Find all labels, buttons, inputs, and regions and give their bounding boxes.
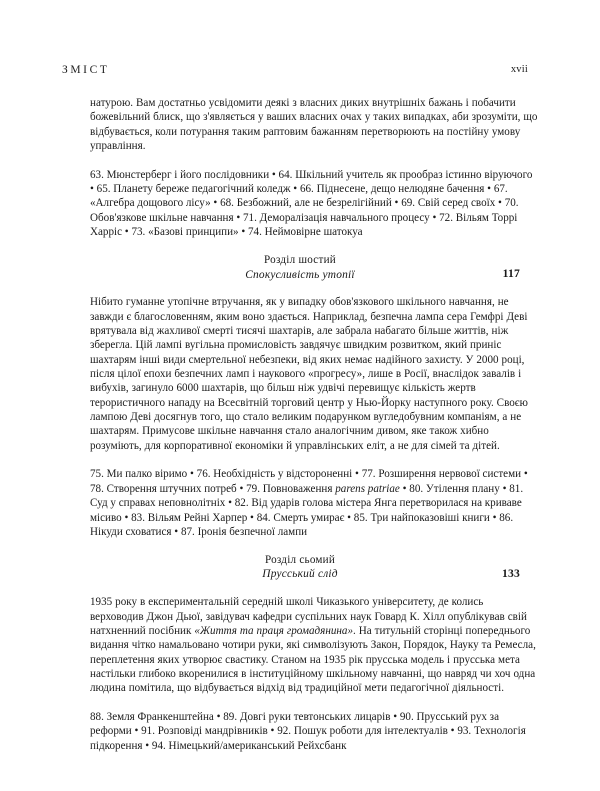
chapter-seven-folio: 133 <box>502 567 520 581</box>
chapter-entries-88-94: 88. Земля Франкенштейна • 89. Довгі руки тевтонських лицарів • 90. Прусський рух за реформи • 91. Розповіді мандрівників • 92. Пошук роботи для інтелектуалів • 93. Технологія підкорення • 94. Німецький/американський Рейхсбанк <box>90 710 526 752</box>
spacer-before-chapter-seven <box>90 539 538 553</box>
chapter-six-kicker: Розділ шостий <box>264 254 336 267</box>
paragraph-chapter-seven-part2: . На титульній сторінці попереднього видання чітко намальовано чотири руки, які символізують Закон, Порядок, Науку та Ремесла, переплетення яких утворює свастику. Станом на 1935 рік прусська модель і прусська мета настільки глибоко вкоренилися в інституційному шкільному навчанні, що навряд чи хоч одна людина помітила, що відбувається відхід від традиційної мети педагогічної діяльності. <box>90 624 536 695</box>
spacer-before-chapter-six <box>90 239 538 253</box>
paragraph-chapter-seven-book-title: «Життя та праця громадянина» <box>194 624 354 637</box>
chapter-entries-75-87 <box>90 467 538 539</box>
chapter-heading-six <box>90 253 538 295</box>
chapter-seven-center-group <box>90 553 538 582</box>
paragraph-chapter-seven-part1: 1935 року в експериментальній середній школі Чиказького університету, де колись верховодив Джон Дьюї, завідувач кафедри суспільних наук Говард К. Хілл опублікував свій натхненний посібник <box>90 596 527 637</box>
chapter-heading-seven <box>90 553 538 595</box>
running-head <box>62 62 528 78</box>
chapter-six-title: Спокусливість утопії <box>245 268 355 281</box>
chapter-seven-kicker: Розділ сьомий <box>264 554 336 567</box>
chapter-six-center-group <box>90 253 538 282</box>
paragraph-intro: натурою. Вам достатньо усвідомити деякі з власних диких внутрішніх бажань і побачити божевільний блиск, що з'являється у ваших власних очах у таких випадках, аби зрозуміти, що відбувається, коли потурання таким раптовим бажанням перетворюють на постійну умову управління. <box>90 97 538 153</box>
entries-75-87-text-part2: • 80. Утілення плану • 81. Суд у справах неповнолітніх • 82. Від ударів голова містера Янга перетворилася на криваве місиво • 83. Вільям Рейні Харпер • 84. Смерть умирає • 85. Три найпоказовіші книги • 86. Нікуди сховатися • 87. Іронія безпечної лампи <box>90 482 524 538</box>
chapter-entries-63-74: 63. Мюнстерберг і його послідовники • 64. Шкільний учитель як прообраз істинно віруючого • 65. Планету береже педагогічний коледж • 66. Піднесене, дещо нелюдяне бачення • 67. «Алгебра дощового лісу» • 68. Безбожний, але не безрелігійний • 69. Свій серед своїх • 70. Обов'язкове шкільне навчання • 71. Деморалізація навчального процесу • 72. Вільям Торрі Харріс • 73. «Базові принципи» • 74. Неймовірне шатокуа <box>90 168 533 239</box>
chapter-six-folio: 117 <box>502 267 520 281</box>
text-column <box>90 96 538 753</box>
chapter-seven-title: Прусський слід <box>262 568 338 581</box>
entries-75-87-latin-term: parens patriae <box>335 482 400 495</box>
paragraph-chapter-seven <box>90 595 538 695</box>
running-head-title: ЗМІСТ <box>62 64 110 76</box>
paragraph-chapter-six: Нібито гуманне утопічне втручання, як у випадку обов'язкового шкільного навчання, не завжди є благословенням, яким воно здається. Наприклад, безпечна лампа сера Гемфрі Деві врятувала від жахливої смерті тисячі шахтарів, але забрала набагато більше життів, ніж зберегла. Цій лампі вугільна промисловість завдячує швидким розвитком, який приніс шахтарям інші види смертельної небезпеки, від яких немає надійного захисту. У 2000 році, після цілої епохи безпечних ламп і наукового «прогресу», лише в Росії, внаслідок завалів і вибухів, загинуло 6000 шахтарів, що більш ніж удвічі перевищує кількість жертв терористичного нападу на Всесвітній торговий центр у Нью-Йорку наступного року. Своєю лампою Деві досягнув того, що стало великим подарунком вугледобувним компаніям, а не шахтарям. Примусове шкільне навчання стало аналогічним дивом, яке також хибно розуміють, для корпоративної економіки й управлінських еліт, а не для сімей та дітей. <box>90 296 528 452</box>
running-head-folio: xvii <box>510 64 528 75</box>
entries-75-87-text-part1: 75. Ми палко віримо • 76. Необхідність у відстороненні • 77. Розширення нервової системи • 78. Створення штучних потреб • 79. Повноваження <box>90 468 528 495</box>
